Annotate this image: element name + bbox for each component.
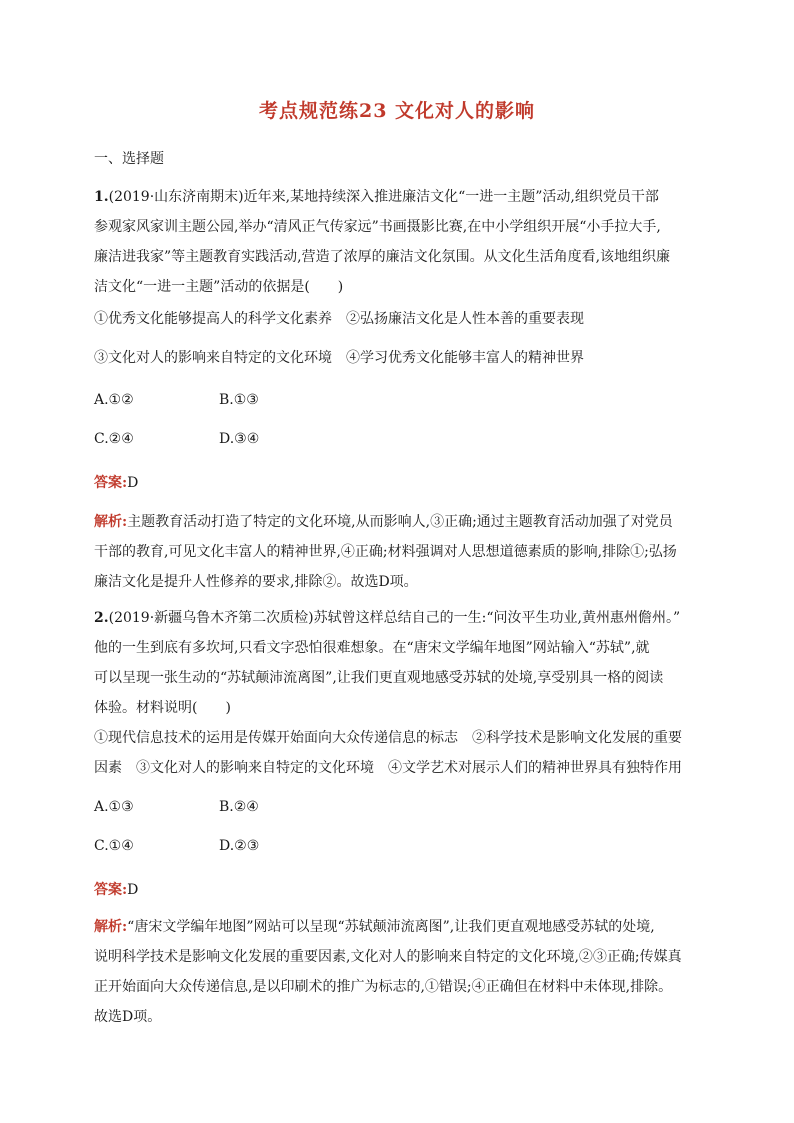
question-2-option-b: B.②④ <box>219 799 259 815</box>
question-1-number: 1. <box>94 189 109 205</box>
question-1-analysis-line-3: 廉洁文化是提升人性修养的要求,排除②。故选D项。 <box>94 574 418 590</box>
question-2-number: 2. <box>94 610 109 626</box>
question-1-option-d: D.③④ <box>219 431 260 447</box>
question-1-analysis <box>94 507 704 597</box>
question-1-analysis-line-1: 解析:主题教育活动打造了特定的文化环境,从而影响人,③正确;通过主题教育活动加强了对党员 <box>94 514 673 530</box>
question-2-option-a: A.①③ <box>94 799 134 815</box>
question-2-analysis-line-1: 解析:“唐宋文学编年地图”网站可以呈现“苏轼颠沛流离图”,让我们更直观地感受苏轼的处境, <box>94 919 655 935</box>
question-2-line-2: 他的一生到底有多坎坷,只看文字恐怕很难想象。在“唐宋文学编年地图”网站输入“苏轼”,就 <box>94 640 650 656</box>
question-1-statement-line-1: ①优秀文化能够提高人的科学文化素养 ②弘扬廉洁文化是人性本善的重要表现 <box>94 311 584 327</box>
question-2-analysis <box>94 912 704 1032</box>
question-1-analysis-line-2: 干部的教育,可见文化丰富人的精神世界,④正确;材料强调对人思想道德素质的影响,排除①;弘扬 <box>94 544 677 560</box>
question-2-answer: 答案:D <box>94 882 139 898</box>
question-1-option-b: B.①③ <box>219 392 259 408</box>
section-heading: 一、选择题 <box>94 151 164 167</box>
question-1-line-2: 参观家风家训主题公园,举办“清风正气传家远”书画摄影比赛,在中小学组织开展“小手拉大手, <box>94 219 661 235</box>
question-1-line-1: 1.(2019·山东济南期末)近年来,某地持续深入推进廉洁文化“一进一主题”活动,组织党员干部 <box>94 189 659 205</box>
question-2-statement-line-1: ①现代信息技术的运用是传媒开始面向大众传递信息的标志 ②科学技术是影响文化发展的重要 <box>94 730 682 746</box>
question-2-stem <box>94 603 704 723</box>
question-2-statements <box>94 723 704 783</box>
question-2-analysis-line-2: 说明科学技术是影响文化发展的重要因素,文化对人的影响来自特定的文化环境,②③正确;传媒真 <box>94 949 682 965</box>
question-2-line-3: 可以呈现一张生动的“苏轼颠沛流离图”,让我们更直观地感受苏轼的处境,享受别具一格的阅读 <box>94 670 664 686</box>
question-2-analysis-line-4: 故选D项。 <box>94 1009 162 1025</box>
question-1-answer: 答案:D <box>94 475 139 491</box>
question-2-option-c: C.①④ <box>94 838 134 854</box>
question-1-stem <box>94 182 704 302</box>
question-1-line-3: 廉洁进我家”等主题教育实践活动,营造了浓厚的廉洁文化氛围。从文化生活角度看,该地组织廉 <box>94 249 671 265</box>
question-2-statement-line-2: 因素 ③文化对人的影响来自特定的文化环境 ④文学艺术对展示人们的精神世界具有独特作用 <box>94 760 682 776</box>
page-title: 考点规范练23 文化对人的影响 <box>258 100 536 122</box>
question-1-statement-line-2: ③文化对人的影响来自特定的文化环境 ④学习优秀文化能够丰富人的精神世界 <box>94 350 584 366</box>
question-2-line-4: 体验。材料说明( ) <box>94 700 231 716</box>
question-1-option-c: C.②④ <box>94 431 134 447</box>
question-2-analysis-line-3: 正开始面向大众传递信息,是以印刷术的推广为标志的,①错误;④正确但在材料中未体现,排除。 <box>94 979 673 995</box>
question-2-option-d: D.②③ <box>219 838 260 854</box>
question-1-line-4: 洁文化“一进一主题”活动的依据是( ) <box>94 279 344 295</box>
question-1-option-a: A.①② <box>94 392 134 408</box>
question-2-line-1: 2.(2019·新疆乌鲁木齐第二次质检)苏轼曾这样总结自己的一生:“问汝平生功业,黄州惠州儋州。” <box>94 610 681 626</box>
